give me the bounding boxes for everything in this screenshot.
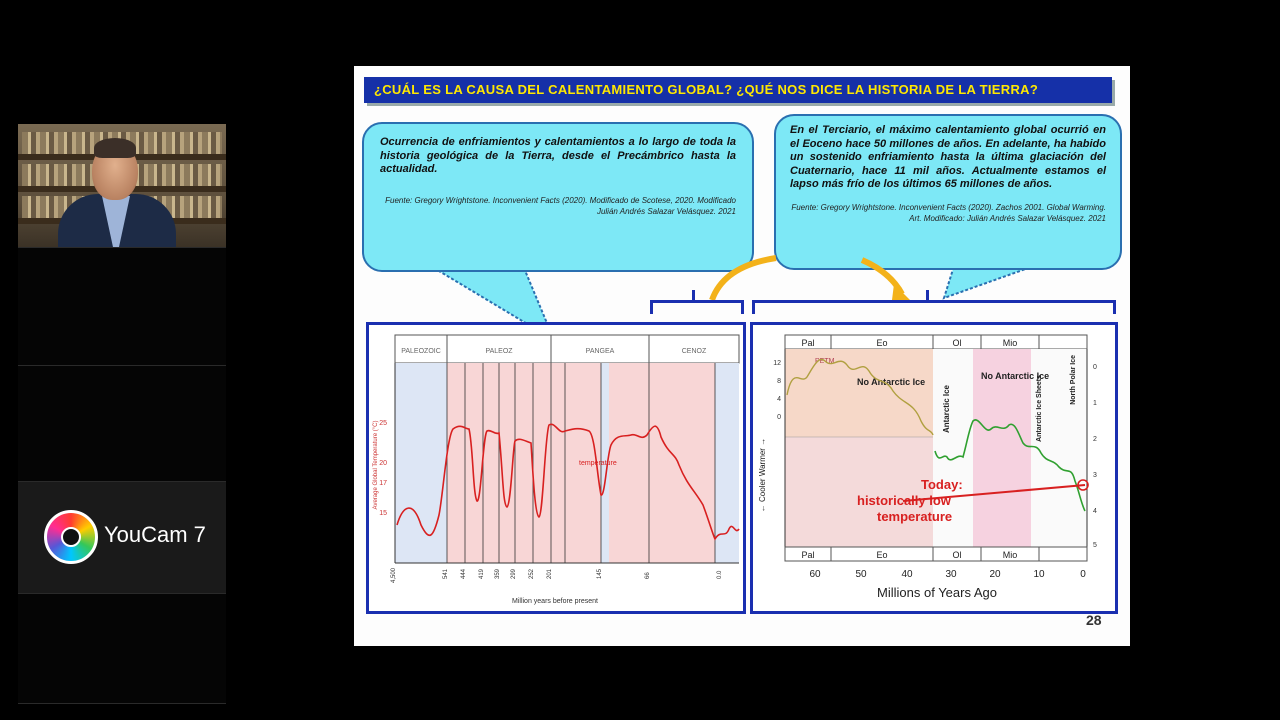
x-tick: 60 <box>809 569 821 580</box>
y-ticks-right <box>1093 364 1097 549</box>
epoch-label: Eo <box>876 338 888 348</box>
bracket-right-tick <box>926 290 929 300</box>
y-tick: 4 <box>777 396 781 403</box>
bracket-left-tick <box>692 290 695 300</box>
epoch-label: Ol <box>952 338 962 348</box>
speaker-hair <box>94 138 136 158</box>
callout-right-source: Fuente: Gregory Wrightstone. Inconvenient Facts (2020). Zachos 2001. Global Warming. Art. Modificado: Julián Andrés Salazar Velásquez. 2021 <box>791 202 1106 223</box>
cenozoic-chart-svg <box>753 325 1115 611</box>
bracket-right <box>752 300 1116 314</box>
petm-label: PETM <box>815 358 835 365</box>
x-axis-label: Million years before present <box>512 598 598 605</box>
today-label: temperature <box>877 509 953 524</box>
x-ticks <box>809 569 1086 580</box>
x-tick: 541 <box>443 568 449 579</box>
x-tick: 201 <box>547 568 553 579</box>
geologic-temperature-chart <box>366 322 746 614</box>
y-tick: 8 <box>777 378 781 385</box>
x-tick: 30 <box>945 569 957 580</box>
cooler-warmer-label: ← Cooler Warmer → <box>758 437 767 513</box>
epoch-label: Pal <box>801 550 815 560</box>
era-label: PANGEA <box>585 348 615 355</box>
epoch-label: Ol <box>952 550 962 560</box>
participant-strip <box>18 10 226 704</box>
y-tick: 15 <box>379 510 387 517</box>
x-tick: 66 <box>645 572 651 579</box>
y-tick: 0 <box>777 414 781 421</box>
slide-page-number: 28 <box>1086 612 1102 628</box>
y-tick: 20 <box>379 460 387 467</box>
x-tick: 0.0 <box>717 570 723 579</box>
y-tick: 0 <box>1093 364 1097 371</box>
no-ice-label: No Antarctic Ice <box>857 377 926 387</box>
x-tick: 40 <box>901 569 913 580</box>
bracket-left <box>650 300 744 314</box>
y-tick: 4 <box>1093 508 1097 515</box>
callout-right <box>774 114 1122 270</box>
x-tick: 145 <box>597 568 603 579</box>
geologic-chart-svg <box>369 325 743 611</box>
today-label: historically low <box>857 493 951 508</box>
y-tick: 5 <box>1093 542 1097 549</box>
north-polar-ice-label: North Polar Ice <box>1070 355 1077 405</box>
today-label: Today: <box>921 477 963 492</box>
epoch-label: Mio <box>1002 550 1018 560</box>
connector-arrows <box>704 254 914 304</box>
shared-slide <box>354 66 1130 646</box>
bubble-right-tail <box>944 264 1064 304</box>
x-tick: 359 <box>495 568 501 579</box>
youcam-tile[interactable] <box>18 482 226 594</box>
cenozoic-temperature-chart <box>750 322 1118 614</box>
participant-tile-empty[interactable] <box>18 366 226 482</box>
y-tick: 17 <box>379 480 387 487</box>
era-label: CENOZ <box>681 348 707 355</box>
x-tick: 4,500 <box>391 567 397 583</box>
no-ice-label-2: No Antarctic Ice <box>981 371 1050 381</box>
participant-tile-empty[interactable] <box>18 248 226 366</box>
callout-left <box>362 122 754 272</box>
epoch-label: Mio <box>1002 338 1018 348</box>
epoch-label: Pal <box>801 338 815 348</box>
x-tick: 419 <box>479 568 485 579</box>
x-tick: 252 <box>529 568 535 579</box>
era-label: PALEOZ <box>485 348 513 355</box>
slide-title: ¿CUÁL ES LA CAUSA DEL CALENTAMIENTO GLOBAL? ¿QUÉ NOS DICE LA HISTORIA DE LA TIERRA? <box>364 77 1112 103</box>
antarctic-ice-label: Antarctic Ice <box>942 385 951 434</box>
y-ticks-left <box>773 360 781 421</box>
youcam-logo-icon <box>44 510 98 564</box>
x-tick: 0 <box>1080 569 1086 580</box>
y-axis-label: Average Global Temperature (°C) <box>373 420 379 510</box>
x-tick: 20 <box>989 569 1001 580</box>
antarctic-ice-sheets-label: Antarctic Ice Sheets <box>1036 375 1043 442</box>
callout-right-text: En el Terciario, el máximo calentamiento global ocurrió en el Eoceno hace 50 millones de años. En adelante, ha habido un sostenido enfriamiento hasta la última glaciación del Cuaternario, hace 11 mil años. Actualmente estamos el lapso más frío de los últimos 65 millones de años. <box>790 124 1106 190</box>
callout-left-text: Ocurrencia de enfriamientos y calentamientos a lo largo de toda la historia geológica de la Tierra, desde el Precámbrico hasta la actualidad. <box>380 136 736 175</box>
callout-left-source: Fuente: Gregory Wrightstone. Inconvenient Facts (2020). Modificado de Scotese, 2020. Modificado Julián Andrés Salazar Velásquez. 2021 <box>385 195 736 216</box>
x-tick: 10 <box>1033 569 1045 580</box>
x-tick: 299 <box>511 568 517 579</box>
x-axis-label: Millions of Years Ago <box>877 585 997 600</box>
x-tick: 444 <box>461 568 467 579</box>
y-tick: 3 <box>1093 472 1097 479</box>
epoch-label: Eo <box>876 550 888 560</box>
y-tick: 2 <box>1093 436 1097 443</box>
temperature-label: temperature <box>579 460 617 467</box>
y-tick: 1 <box>1093 400 1097 407</box>
x-ticks <box>391 567 723 583</box>
x-tick: 50 <box>855 569 867 580</box>
y-tick: 12 <box>773 360 781 367</box>
participant-video[interactable] <box>18 124 226 248</box>
participant-tile-empty[interactable] <box>18 594 226 704</box>
youcam-brand-name: YouCam 7 <box>104 522 206 547</box>
y-tick: 25 <box>379 420 387 427</box>
era-label: PALEOZOIC <box>401 348 441 355</box>
